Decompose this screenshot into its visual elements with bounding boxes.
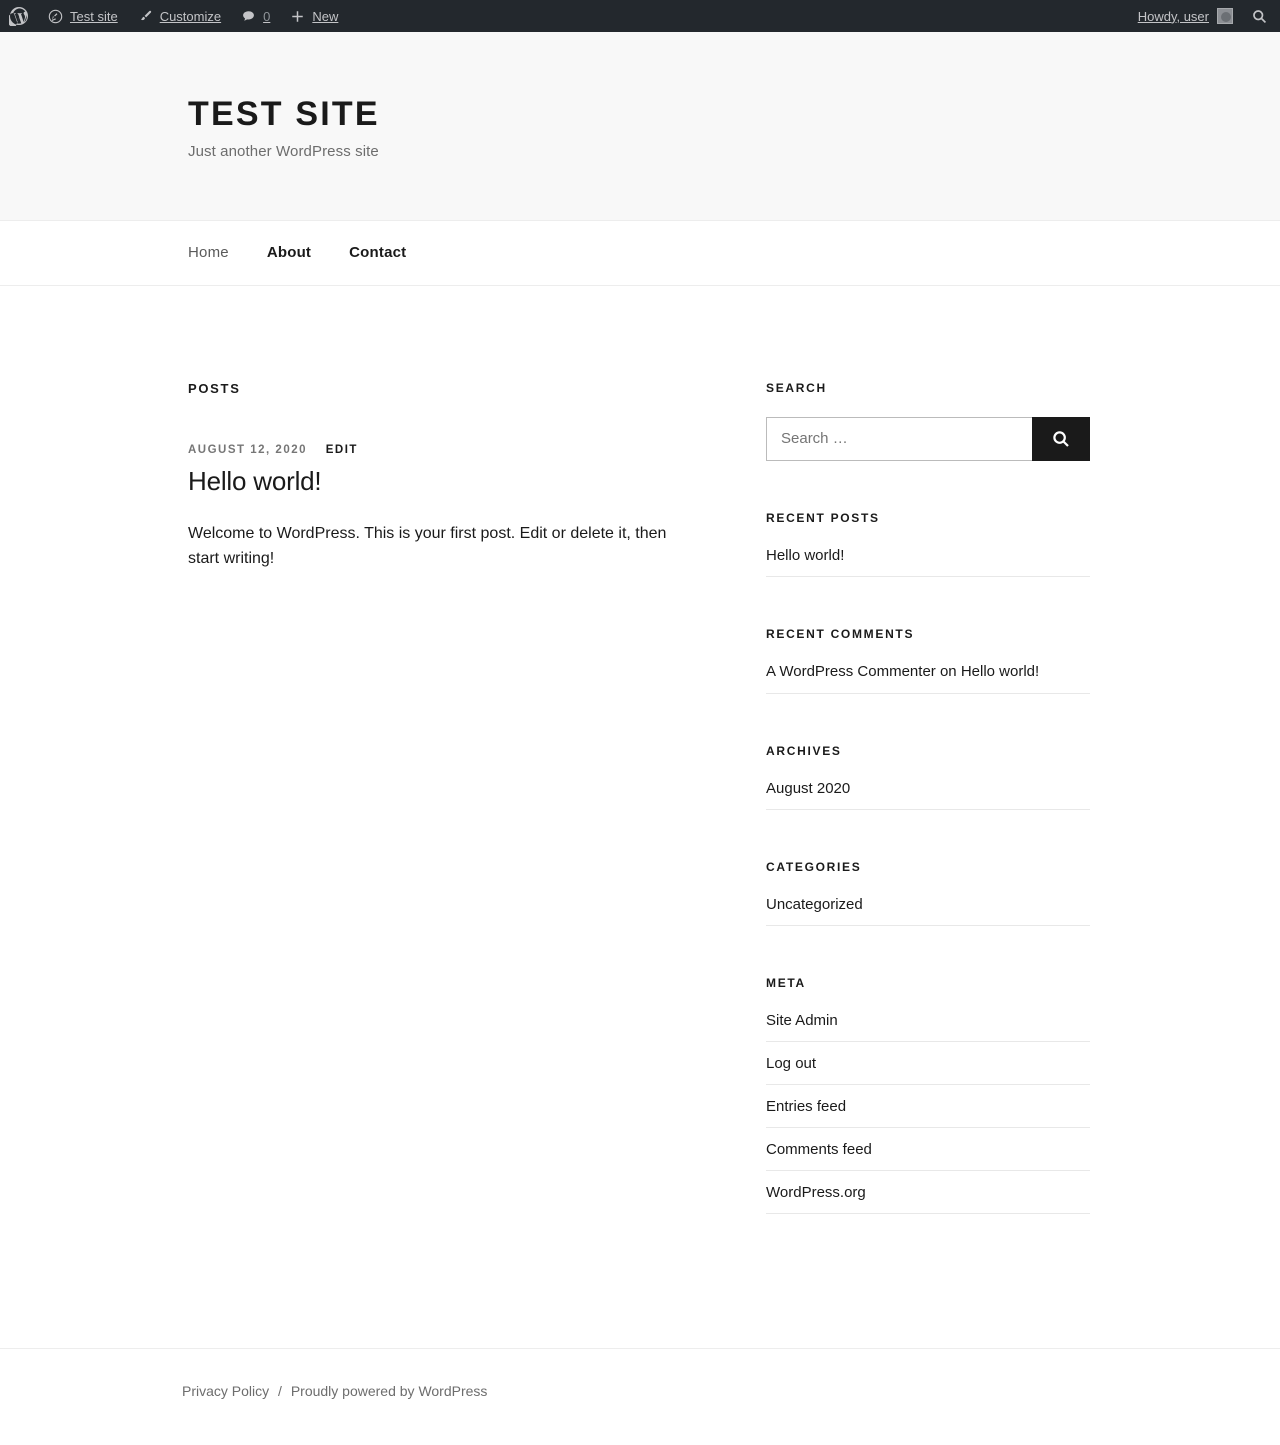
search-submit-button[interactable] [1032,417,1090,461]
categories-list [766,896,1090,926]
adminbar-new-label: New [312,8,339,24]
adminbar-my-account[interactable] [1128,8,1243,24]
list-item [766,547,1090,577]
recent-comments-list [766,663,1090,694]
adminbar-howdy-label: Howdy, user [1137,8,1209,24]
site-header [0,32,1280,221]
avatar [1217,8,1233,24]
list-item [766,663,1090,694]
content-area [0,286,1280,1264]
comment-post-link[interactable]: Hello world! [960,662,1040,680]
post-title-link[interactable]: Hello world! [188,465,322,496]
list-item [766,1012,1090,1042]
widget-archives [766,744,1090,810]
adminbar-customize-label: Customize [159,8,222,24]
post-content [188,521,766,572]
meta-link-log-out[interactable]: Log out [766,1054,817,1072]
widget-search-title: SEARCH [766,380,827,395]
comment-bubble-icon [241,9,256,24]
meta-list [766,1012,1090,1214]
list-item [766,1055,1090,1085]
post-article [188,444,766,572]
widget-archives-title: ARCHIVES [766,743,842,758]
search-form [766,417,1090,461]
recent-post-link[interactable]: Hello world! [766,546,845,564]
meta-link-entries-feed[interactable]: Entries feed [766,1097,847,1115]
list-item [766,1184,1090,1214]
posts-section-label: POSTS [188,380,241,396]
widget-recent-posts [766,511,1090,577]
paintbrush-icon [138,9,153,24]
comment-author: A WordPress Commenter [766,662,936,680]
adminbar-site-name[interactable] [38,0,128,32]
adminbar-customize[interactable] [128,0,231,32]
footer-separator: / [278,1382,282,1399]
recent-posts-list [766,547,1090,577]
site-tagline: Just another WordPress site [188,142,379,160]
adminbar-search-toggle[interactable] [1243,8,1280,25]
search-icon [1251,8,1268,25]
search-input[interactable] [766,417,1032,461]
main-content [188,381,766,1264]
post-body-text: Welcome to WordPress. This is your first post. Edit or delete it, then start writing! [188,524,667,568]
widget-recent-comments-title: RECENT COMMENTS [766,626,915,641]
adminbar-right-group [1128,0,1280,32]
adminbar-new[interactable] [280,0,348,32]
archive-link-august-2020[interactable]: August 2020 [766,779,851,797]
widget-search [766,381,1090,461]
widget-meta [766,976,1090,1214]
meta-link-wordpress-org[interactable]: WordPress.org [766,1183,866,1201]
footer-credits [0,1383,1280,1399]
primary-nav-bar [0,221,1280,286]
adminbar-site-name-label: Test site [70,8,118,24]
widget-categories [766,860,1090,926]
comment-on-text: on [935,662,961,680]
wordpress-logo-icon [9,6,29,26]
category-link-uncategorized[interactable]: Uncategorized [766,895,863,913]
primary-navigation [0,221,1280,285]
search-icon [1051,429,1071,449]
page-title[interactable]: TEST SITE [188,95,380,133]
list-item [766,1141,1090,1171]
post-title [188,466,766,497]
dashboard-icon [48,9,63,24]
meta-link-comments-feed[interactable]: Comments feed [766,1140,872,1158]
widget-meta-title: META [766,975,806,990]
widget-categories-title: CATEGORIES [766,859,862,874]
footer-powered-by-link[interactable]: Proudly powered by WordPress [290,1382,488,1399]
list-item [766,1098,1090,1128]
nav-item-home[interactable]: Home [188,244,229,262]
plus-icon [290,9,305,24]
adminbar-comments-count: 0 [263,8,271,24]
nav-item-about[interactable]: About [266,244,312,262]
post-meta [188,444,766,456]
widget-recent-posts-title: RECENT POSTS [766,510,880,525]
footer-privacy-link[interactable]: Privacy Policy [182,1382,270,1399]
adminbar-comments[interactable] [231,0,280,32]
archives-list [766,780,1090,810]
nav-item-contact[interactable]: Contact [349,244,407,262]
list-item [766,780,1090,810]
adminbar-wp-logo[interactable] [0,0,38,32]
site-footer [0,1348,1280,1399]
meta-link-site-admin[interactable]: Site Admin [766,1011,838,1029]
wp-admin-bar [0,0,1280,32]
post-date-link[interactable]: AUGUST 12, 2020 [188,443,308,456]
sidebar [766,381,1090,1264]
widget-recent-comments [766,627,1090,694]
post-edit-link[interactable]: EDIT [325,443,358,456]
list-item [766,896,1090,926]
